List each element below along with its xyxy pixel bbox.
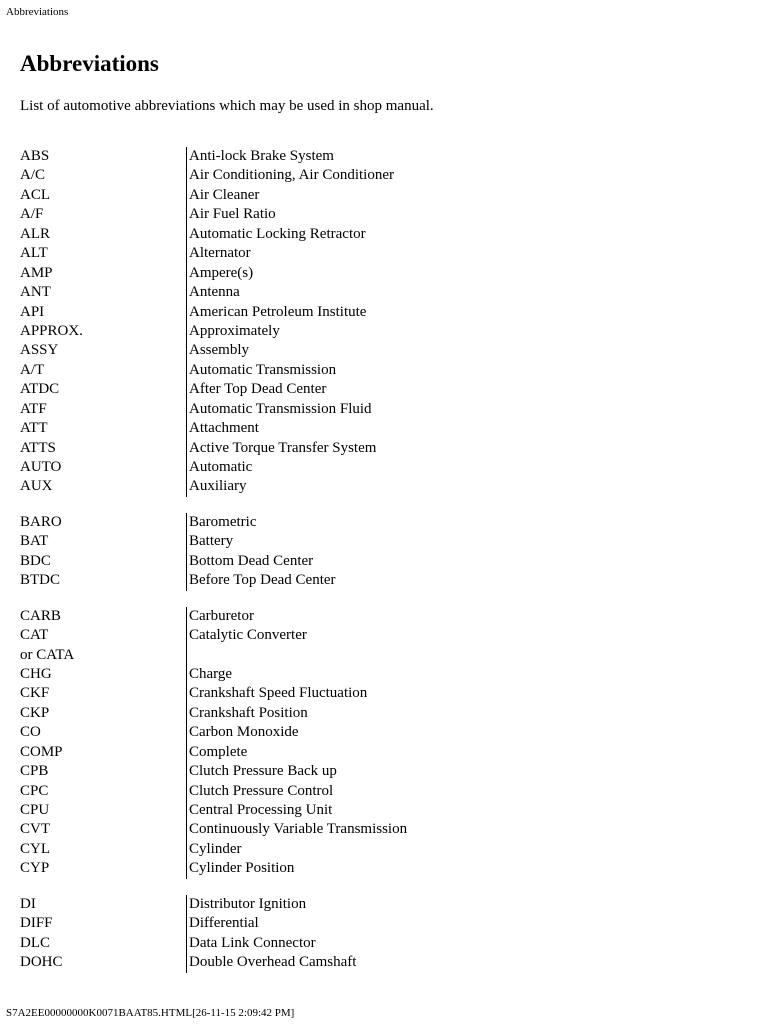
abbreviation-meaning: Carburetor bbox=[186, 607, 254, 626]
table-row bbox=[20, 166, 520, 185]
abbreviation-code: CYP bbox=[20, 860, 50, 877]
abbreviation-meaning: Charge bbox=[186, 665, 232, 684]
abbreviation-meaning: Assembly bbox=[186, 341, 249, 360]
abbreviation-code: DIFF bbox=[20, 915, 53, 932]
abbreviation-meaning: Bottom Dead Center bbox=[186, 552, 313, 571]
abbreviation-code: CPU bbox=[20, 802, 50, 818]
intro-text: List of automotive abbreviations which may be used in shop manual. bbox=[20, 98, 434, 114]
abbreviation-code: CKF bbox=[20, 685, 50, 702]
table-row bbox=[20, 607, 520, 626]
print-footer: S7A2EE00000000K0071BAAT85.HTML[26-11-15 2:09:42 PM] bbox=[6, 1007, 295, 1019]
abbreviation-meaning: Air Cleaner bbox=[186, 186, 259, 205]
abbreviation-code: COMP bbox=[20, 743, 63, 760]
abbreviation-code: BARO bbox=[20, 513, 62, 530]
table-row bbox=[20, 820, 520, 839]
table-row bbox=[20, 439, 520, 458]
abbreviation-meaning: Central Processing Unit bbox=[186, 801, 332, 820]
table-row bbox=[20, 665, 520, 684]
table-row bbox=[20, 684, 520, 703]
abbreviation-meaning: After Top Dead Center bbox=[186, 380, 326, 399]
table-row bbox=[20, 762, 520, 781]
abbreviation-meaning: Double Overhead Camshaft bbox=[186, 953, 356, 972]
abbreviation-meaning: Automatic Transmission Fluid bbox=[186, 400, 372, 419]
table-row bbox=[20, 244, 520, 263]
table-row bbox=[20, 914, 520, 933]
abbreviation-meaning: Distributor Ignition bbox=[186, 895, 306, 914]
table-row bbox=[20, 782, 520, 801]
table-row bbox=[20, 934, 520, 953]
abbreviation-code: ANT bbox=[20, 284, 51, 301]
print-header: Abbreviations bbox=[6, 6, 69, 18]
table-row bbox=[20, 743, 520, 762]
abbreviation-meaning: Battery bbox=[186, 532, 233, 551]
abbreviation-meaning: Automatic Locking Retractor bbox=[186, 225, 366, 244]
table-row bbox=[20, 704, 520, 723]
abbreviation-code: ATT bbox=[20, 420, 48, 437]
abbreviation-code: A/C bbox=[20, 167, 46, 184]
table-row bbox=[20, 225, 520, 244]
abbreviation-code: DLC bbox=[20, 934, 50, 951]
table-row bbox=[20, 458, 520, 477]
abbreviation-meaning: American Petroleum Institute bbox=[186, 303, 366, 322]
abbreviation-group bbox=[20, 513, 520, 591]
abbreviation-meaning: Differential bbox=[186, 914, 259, 933]
abbreviation-code: AUTO bbox=[20, 459, 62, 475]
table-row bbox=[20, 477, 520, 496]
abbreviation-meaning: Data Link Connector bbox=[186, 934, 316, 953]
abbreviation-meaning: Carbon Monoxide bbox=[186, 723, 299, 742]
table-row bbox=[20, 953, 520, 972]
abbreviation-meaning: Air Conditioning, Air Conditioner bbox=[186, 166, 394, 185]
abbreviation-meaning: Alternator bbox=[186, 244, 251, 263]
table-row bbox=[20, 205, 520, 224]
abbreviation-code: ATTS bbox=[20, 439, 56, 456]
abbreviation-meaning: Air Fuel Ratio bbox=[186, 205, 276, 224]
abbreviation-meaning: Antenna bbox=[186, 283, 240, 302]
abbreviation-code: AMP bbox=[20, 264, 53, 281]
abbreviation-meaning: Cylinder bbox=[186, 840, 242, 859]
abbreviation-meaning: Crankshaft Speed Fluctuation bbox=[186, 684, 367, 703]
abbreviation-code: CARB bbox=[20, 607, 61, 624]
table-row bbox=[20, 532, 520, 551]
abbreviation-code: APPROX. bbox=[20, 322, 83, 339]
abbreviation-meaning: Approximately bbox=[186, 322, 280, 341]
abbreviation-code: CKP bbox=[20, 704, 50, 721]
abbreviation-meaning: Before Top Dead Center bbox=[186, 571, 336, 590]
table-row bbox=[20, 341, 520, 360]
table-row bbox=[20, 571, 520, 590]
table-row bbox=[20, 380, 520, 399]
abbreviation-meaning bbox=[186, 646, 189, 665]
table-row bbox=[20, 147, 520, 166]
table-row bbox=[20, 283, 520, 302]
abbreviation-group bbox=[20, 607, 520, 879]
abbreviation-code: A/T bbox=[20, 361, 45, 378]
table-row bbox=[20, 303, 520, 322]
table-row bbox=[20, 723, 520, 742]
abbreviation-code: CVT bbox=[20, 821, 50, 838]
abbreviation-code: ALT bbox=[20, 245, 48, 262]
abbreviation-meaning: Barometric bbox=[186, 513, 256, 532]
page-title: Abbreviations bbox=[20, 51, 159, 76]
table-row bbox=[20, 186, 520, 205]
abbreviation-meaning: Clutch Pressure Control bbox=[186, 782, 333, 801]
abbreviation-meaning: Automatic Transmission bbox=[186, 361, 336, 380]
abbreviation-meaning: Cylinder Position bbox=[186, 859, 294, 878]
abbreviation-code: BTDC bbox=[20, 572, 61, 589]
abbreviation-meaning: Auxiliary bbox=[186, 477, 247, 496]
abbreviation-code: ABS bbox=[20, 148, 50, 164]
abbreviation-meaning: Catalytic Converter bbox=[186, 626, 307, 645]
abbreviation-code: DI bbox=[20, 895, 36, 912]
table-row bbox=[20, 840, 520, 859]
abbreviation-meaning: Automatic bbox=[186, 458, 252, 477]
abbreviation-code: ACL bbox=[20, 186, 50, 203]
abbreviation-code: ATF bbox=[20, 400, 47, 417]
table-row bbox=[20, 361, 520, 380]
abbreviation-code: CAT bbox=[20, 627, 49, 644]
table-row bbox=[20, 646, 520, 665]
abbreviation-meaning: Continuously Variable Transmission bbox=[186, 820, 407, 839]
abbreviation-code: CPB bbox=[20, 763, 49, 780]
abbreviation-code: A/F bbox=[20, 206, 44, 223]
abbreviation-meaning: Anti-lock Brake System bbox=[186, 147, 334, 166]
abbreviation-code: CPC bbox=[20, 782, 49, 799]
table-row bbox=[20, 859, 520, 878]
abbreviation-meaning: Crankshaft Position bbox=[186, 704, 308, 723]
abbreviation-meaning: Complete bbox=[186, 743, 247, 762]
table-row bbox=[20, 322, 520, 341]
table-row bbox=[20, 400, 520, 419]
abbreviation-code: API bbox=[20, 303, 45, 320]
abbreviation-meaning: Ampere(s) bbox=[186, 264, 253, 283]
abbreviation-code: CO bbox=[20, 724, 41, 741]
abbreviation-meaning: Active Torque Transfer System bbox=[186, 439, 376, 458]
abbreviation-code: ASSY bbox=[20, 342, 59, 359]
abbreviation-table bbox=[20, 147, 520, 973]
table-row bbox=[20, 626, 520, 645]
abbreviation-code: ATDC bbox=[20, 381, 60, 398]
abbreviation-group bbox=[20, 147, 520, 497]
table-row bbox=[20, 895, 520, 914]
abbreviation-code: ALR bbox=[20, 225, 50, 242]
abbreviation-meaning: Attachment bbox=[186, 419, 259, 438]
abbreviation-group bbox=[20, 895, 520, 973]
abbreviation-code: AUX bbox=[20, 478, 53, 495]
table-row bbox=[20, 552, 520, 571]
abbreviation-code: BAT bbox=[20, 533, 49, 550]
abbreviation-meaning: Clutch Pressure Back up bbox=[186, 762, 337, 781]
table-row bbox=[20, 801, 520, 820]
abbreviation-code: CHG bbox=[20, 665, 52, 682]
abbreviation-code: BDC bbox=[20, 552, 51, 569]
abbreviation-code: or CATA bbox=[20, 646, 75, 663]
abbreviation-code: CYL bbox=[20, 840, 50, 857]
table-row bbox=[20, 264, 520, 283]
abbreviation-code: DOHC bbox=[20, 954, 63, 971]
table-row bbox=[20, 513, 520, 532]
table-row bbox=[20, 419, 520, 438]
